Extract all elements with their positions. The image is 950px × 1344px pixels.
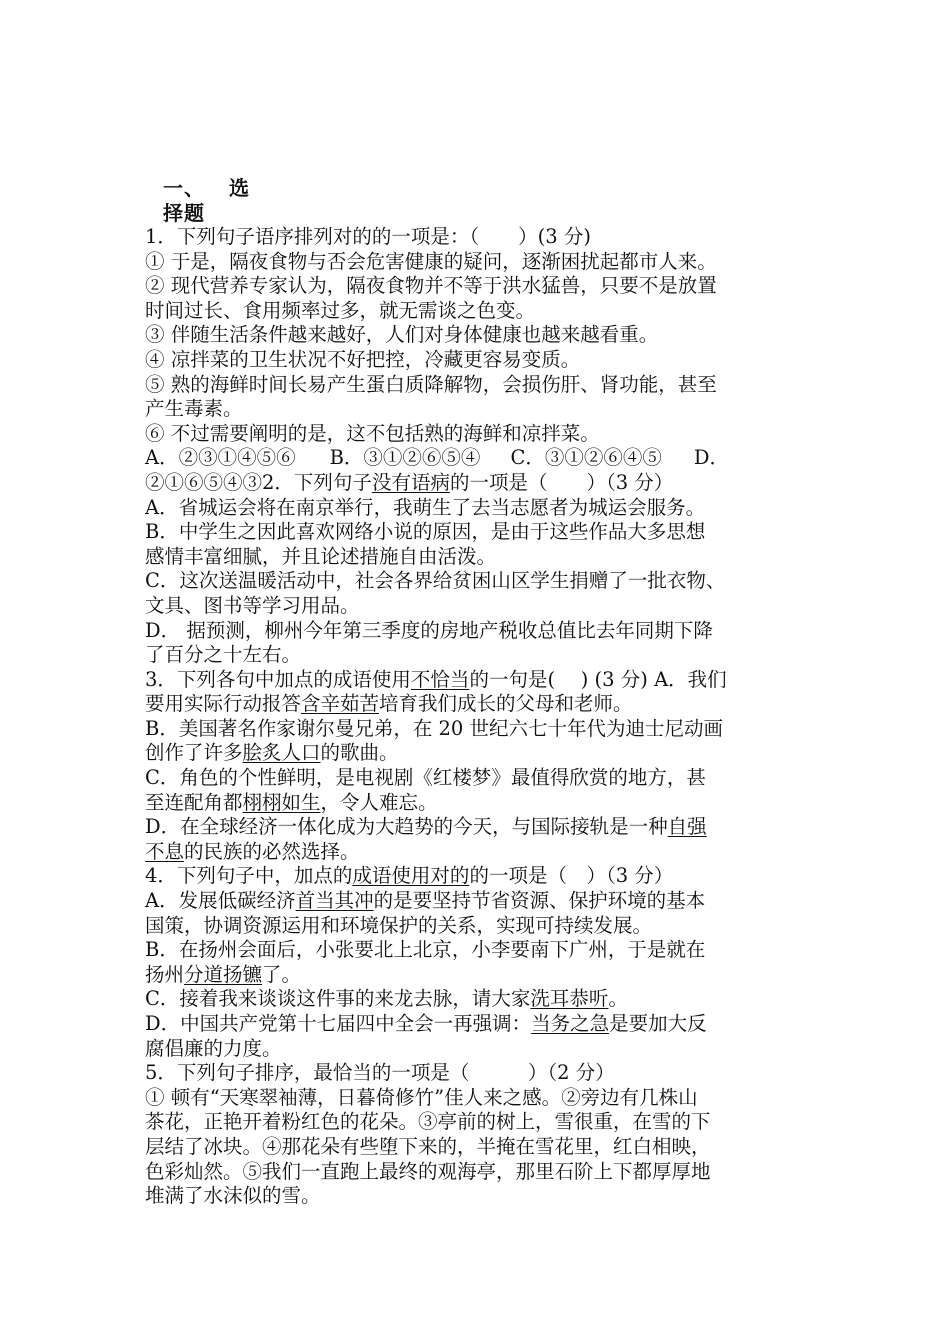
q4-a-text-a: A．发展低碳经济: [145, 889, 296, 913]
q4-stem: [145, 864, 825, 889]
section-heading-line2: [163, 201, 205, 225]
q3-option-b-line1: B．美国著名作家谢尔曼兄弟，在 20 世纪六七十年代为迪士尼动画: [145, 716, 724, 740]
q3-d-text-b: 的民族的必然选择。: [184, 839, 360, 863]
q3-option-d-line2: [145, 840, 825, 865]
q2-option-d-line2: 了百分之十左右。: [145, 643, 302, 667]
q2-stem-b: 的一项是（ ）（3 分）: [449, 470, 674, 494]
q4-d-text-a: D．中国共产党第十七届四中全会一再强调：: [145, 1012, 532, 1035]
q2-option-b-line2: 感情丰富细腻，并且论述措施自由活泼。: [145, 544, 497, 568]
q4-option-c: [145, 987, 825, 1012]
question-content: [145, 225, 825, 1209]
q4-d-text-b: 是要加大反: [609, 1012, 707, 1035]
section-number: 一: [163, 176, 184, 200]
q5-stem: 5．下列句子排序，最恰当的一项是（ ）（2 分）: [145, 1061, 615, 1085]
q4-stem-b: 的一项是（ ）（3 分）: [469, 864, 674, 888]
q1-sentence-5b: 产生毒素。: [145, 397, 243, 421]
q1-option-d-value: ②①⑥⑤④③: [145, 470, 263, 494]
section-separator: 、: [184, 176, 205, 200]
q2-option-d-line1: D． 据预测，柳州今年第三季度的房地产税收总值比去年同期下降: [145, 618, 713, 642]
q3-option-c-line2: [145, 791, 825, 816]
q1-sentence-5a: ⑤ 熟的海鲜时间长易产生蛋白质降解物，会损伤肝、肾功能，甚至: [145, 372, 717, 396]
q4-c-text-b: 。: [608, 987, 628, 1011]
q4-stem-a: 4．下列句子中，加点的: [145, 864, 353, 888]
q3-stem-underlined: 不恰当: [410, 667, 470, 691]
q3-d-text-a: D．在全球经济一体化成为大趋势的今天，与国际接轨是一种: [145, 815, 668, 839]
q4-option-b-line2: [145, 963, 825, 988]
q4-option-a-line2: 国策，协调资源运用和环境保护的关系，实现可持续发展。: [145, 913, 653, 937]
q4-option-d-line2: 腐倡廉的力度。: [145, 1036, 282, 1060]
q4-b-idiom: 分道扬镳: [184, 962, 263, 986]
q5-passage-line5: 堆满了水沫似的雪。: [145, 1184, 321, 1208]
q3-option-c-line1: C．角色的个性鲜明，是电视剧《红楼梦》最值得欣赏的地方，甚: [145, 766, 706, 790]
q4-option-a-line1: [145, 889, 825, 914]
q4-a-idiom: 首当其冲: [295, 889, 374, 913]
q2-stem-underlined: 没有语病: [371, 470, 450, 494]
q3-c-idiom: 栩栩如生: [242, 790, 321, 814]
q1-sentence-2b: 时间过长、食用频率过多，就无需谈之色变。: [145, 298, 536, 322]
q1-sentence-1: ① 于是，隔夜食物与否会危害健康的疑问，逐渐困扰起都市人来。: [145, 249, 717, 273]
q1-option-b: B．③①②⑥⑤④: [329, 446, 481, 470]
q2-option-a: A．省城运会将在南京举行，我萌生了去当志愿者为城运会服务。: [145, 495, 706, 519]
q4-stem-underlined: 成语使用对的: [352, 864, 470, 888]
q1-sentence-6: ⑥ 不过需要阐明的是，这不包括熟的海鲜和凉拌菜。: [145, 421, 600, 445]
q4-d-idiom: 当务之急: [531, 1012, 610, 1035]
q1-sentence-4: ④ 凉拌菜的卫生状况不好把控，冷藏更容易变质。: [145, 347, 581, 371]
q3-a-text-b: 培育我们成长的父母和老师。: [379, 692, 633, 716]
q3-b-idiom: 脍炙人口: [242, 741, 321, 765]
q4-b-text-b: 了。: [262, 962, 302, 986]
q3-stem: [145, 668, 825, 693]
q4-c-idiom: 洗耳恭听: [530, 987, 609, 1011]
q1-sentence-3: ③ 伴随生活条件越来越好，人们对身体健康也越来越看重。: [145, 323, 659, 347]
q2-option-c-line2: 文具、图书等学习用品。: [145, 593, 360, 617]
q1-sentence-2a: ② 现代营养专家认为，隔夜食物并不等于洪水猛兽，只要不是放置: [145, 274, 717, 298]
q3-stem-a: 3．下列各句中加点的成语使用: [145, 667, 411, 691]
q4-option-d-line1: [145, 1012, 825, 1037]
q3-b-text-a: 创作了许多: [145, 741, 243, 765]
q5-passage-line2: 茶花，正艳开着粉红色的花朵。③亭前的树上，雪很重，在雪的下: [145, 1110, 711, 1134]
q1-option-d: D．: [693, 446, 729, 470]
q4-a-text-b: 的是要坚持节省资源、保护环境的基本: [373, 889, 706, 913]
q2-option-c-line1: C．这次送温暖活动中，社会各界给贫困山区学生捐赠了一批衣物、: [145, 569, 726, 593]
q2-stem-a: 2．下列句子: [262, 470, 372, 494]
q3-option-a-line2: [145, 692, 825, 717]
q1-options: [145, 446, 825, 471]
q1-d-q2-stem-line: [145, 471, 825, 496]
q1-option-c: C．③①②⑥④⑤: [510, 446, 662, 470]
q3-d-idiom-part2: 不息: [145, 839, 185, 863]
q3-option-b-line2: [145, 741, 825, 766]
q5-passage-line3: 层结了冰块。④那花朵有些堕下来的，半掩在雪花里，红白相映，: [145, 1134, 711, 1158]
q3-stem-b: 的一句是( ) (3 分) A．我们: [469, 667, 727, 691]
q5-passage-line1: ① 顿有“天寒翠袖薄，日暮倚修竹”佳人来之感。②旁边有几株山: [145, 1085, 698, 1109]
q3-d-idiom-part1: 自强: [667, 815, 707, 839]
q1-stem: 1．下列句子语序排列对的的一项是：（ ）(3 分): [145, 225, 591, 248]
section-title-part1: 选: [229, 176, 250, 200]
q3-option-d-line1: [145, 815, 825, 840]
q1-option-a: A．②③①④⑤⑥: [145, 446, 296, 470]
q4-option-b-line1: B．在扬州会面后，小张要北上北京，小李要南下广州，于是就在: [145, 938, 706, 962]
section-title-part2: 择题: [163, 201, 205, 225]
q3-c-text-a: 至连配角都: [145, 790, 243, 814]
q5-passage-line4: 色彩灿然。⑤我们一直跑上最终的观海亭，那里石阶上下都厚厚地: [145, 1159, 711, 1183]
section-heading-line1: [163, 176, 250, 200]
q4-c-text-a: C．接着我来谈谈这件事的来龙去脉，请大家: [145, 987, 531, 1011]
q3-a-idiom: 含辛茹苦: [301, 692, 380, 716]
q3-c-text-b: ，令人难忘。: [320, 790, 438, 814]
q4-b-text-a: 扬州: [145, 962, 185, 986]
q3-b-text-b: 的歌曲。: [320, 741, 399, 765]
q3-a-text-a: 要用实际行动报答: [145, 692, 302, 716]
q2-option-b-line1: B．中学生之因此喜欢网络小说的原因，是由于这些作品大多思想: [145, 520, 706, 544]
